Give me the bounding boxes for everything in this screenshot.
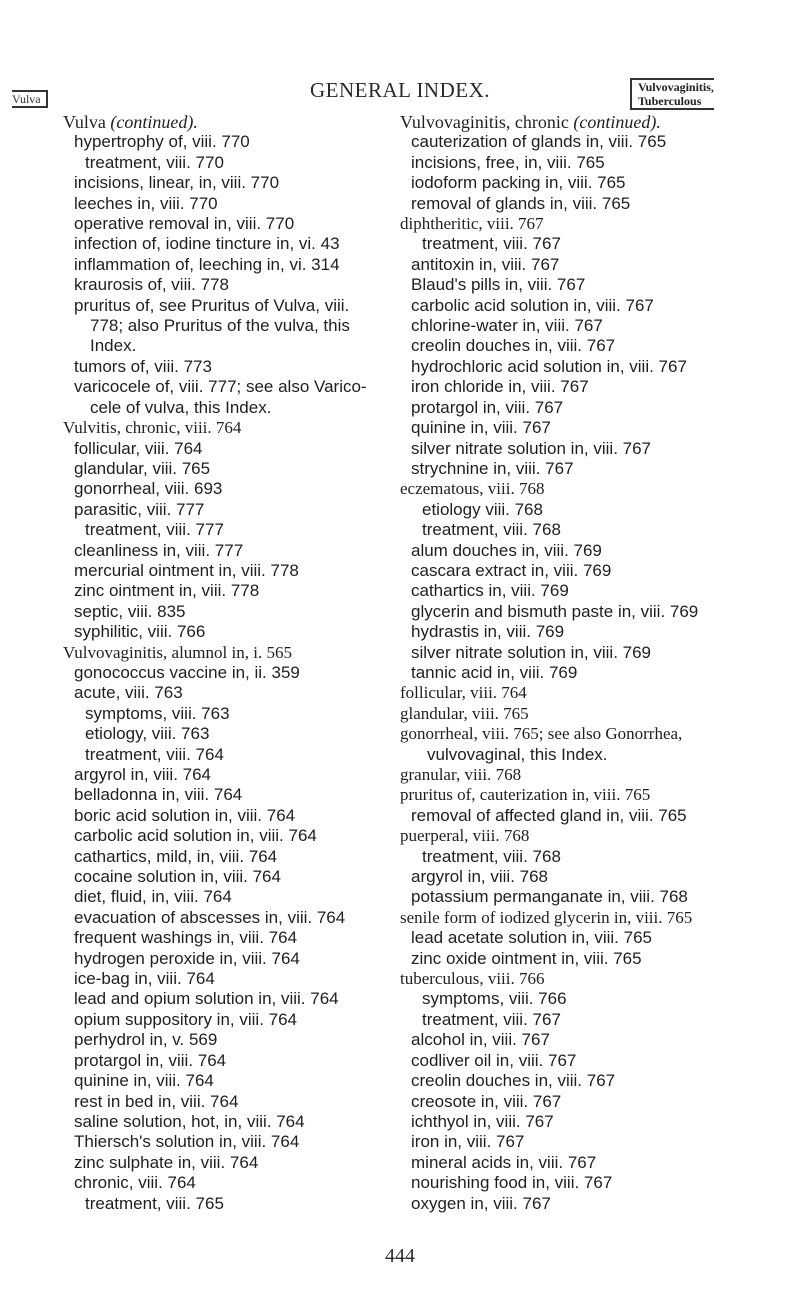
index-entry: treatment, viii. 764 (85, 744, 224, 764)
column-heading (400, 112, 780, 132)
index-entry: parasitic, viii. 777 (74, 499, 205, 519)
index-entry: zinc sulphate in, viii. 764 (74, 1152, 259, 1172)
index-entry: gonorrheal, viii. 693 (74, 479, 223, 499)
index-entry: treatment, viii. 768 (422, 520, 561, 540)
index-entry: infection of, iodine tincture in, vi. 43 (74, 234, 340, 254)
index-entry: lead acetate solution in, viii. 765 (411, 928, 652, 948)
index-entry: saline solution, hot, in, viii. 764 (74, 1111, 305, 1131)
index-entry: alum douches in, viii. 769 (411, 540, 602, 560)
index-entry: symptoms, viii. 766 (422, 989, 567, 1009)
index-entry: creolin douches in, viii. 767 (411, 1071, 616, 1091)
guide-word-right-line2: Tuberculous (638, 94, 702, 108)
guide-word-left: Vulva (12, 90, 48, 108)
index-entry: Vulvovaginitis, alumnol in, i. 565 (63, 642, 292, 662)
index-entry: chronic, viii. 764 (74, 1173, 196, 1193)
index-entry: kraurosis of, viii. 778 (74, 275, 229, 295)
index-entry: cathartics, mild, in, viii. 764 (74, 846, 278, 866)
index-entry: frequent washings in, viii. 764 (74, 928, 298, 948)
heading-continued: (continued). (110, 112, 198, 132)
index-entry: etiology viii. 768 (422, 499, 543, 519)
index-entry: pruritus of, see Pruritus of Vulva, viii. (74, 295, 350, 315)
index-entry: gonococcus vaccine in, ii. 359 (74, 662, 300, 682)
index-entry: removal of glands in, viii. 765 (411, 193, 631, 213)
index-entry: treatment, viii. 777 (85, 520, 224, 540)
index-entry: perhydrol in, v. 569 (74, 1030, 218, 1050)
index-entry: inflammation of, leeching in, vi. 314 (74, 254, 340, 274)
page-title: GENERAL INDEX. (309, 78, 491, 102)
index-entry: diphtheritic, viii. 767 (400, 214, 544, 234)
index-entry: varicocele of, viii. 777; see also Varico- (74, 377, 367, 397)
index-entry: symptoms, viii. 763 (85, 703, 230, 723)
index-entry: mercurial ointment in, viii. 778 (74, 560, 299, 580)
index-entry: iron chloride in, viii. 767 (411, 377, 589, 397)
index-entry: nourishing food in, viii. 767 (411, 1173, 613, 1193)
index-entry: oxygen in, viii. 767 (411, 1193, 551, 1213)
index-entry: protargol in, viii. 767 (411, 397, 564, 417)
index-entry: pruritus of, cauterization in, viii. 765 (400, 785, 651, 805)
heading-term: Vulvovaginitis, chronic (400, 112, 574, 132)
index-entry: glandular, viii. 765 (74, 458, 211, 478)
index-entry: hydrogen peroxide in, viii. 764 (74, 948, 300, 968)
index-entry: Vulvitis, chronic, viii. 764 (63, 418, 242, 438)
index-entry: codliver oil in, viii. 767 (411, 1050, 577, 1070)
index-entry: removal of affected gland in, viii. 765 (411, 805, 687, 825)
index-entry: leeches in, viii. 770 (74, 193, 218, 213)
entry-list (400, 132, 780, 1214)
guide-word-right-line1: Vulvovaginitis, (638, 80, 714, 94)
index-entry: treatment, viii. 767 (422, 1009, 561, 1029)
index-entry: syphilitic, viii. 766 (74, 622, 206, 642)
index-entry: cocaine solution in, viii. 764 (74, 867, 281, 887)
index-entry: acute, viii. 763 (74, 683, 183, 703)
index-entry: strychnine in, viii. 767 (411, 458, 574, 478)
index-entry: carbolic acid solution in, viii. 767 (411, 295, 654, 315)
index-entry: quinine in, viii. 764 (74, 1071, 214, 1091)
index-entry: 778; also Pruritus of the vulva, this (90, 316, 350, 336)
index-entry: tannic acid in, viii. 769 (411, 662, 578, 682)
index-entry: quinine in, viii. 767 (411, 418, 551, 438)
index-entry: belladonna in, viii. 764 (74, 785, 243, 805)
index-entry: antitoxin in, viii. 767 (411, 254, 560, 274)
index-entry: puerperal, viii. 768 (400, 826, 530, 846)
index-entry: hydrochloric acid solution in, viii. 767 (411, 356, 687, 376)
index-entry: eczematous, viii. 768 (400, 479, 545, 499)
entry-list (63, 132, 413, 1214)
index-entry: boric acid solution in, viii. 764 (74, 805, 296, 825)
index-entry: follicular, viii. 764 (400, 683, 527, 703)
index-entry: Blaud's pills in, viii. 767 (411, 275, 586, 295)
index-entry: glycerin and bismuth paste in, viii. 769 (411, 601, 699, 621)
index-entry: creosote in, viii. 767 (411, 1091, 562, 1111)
index-entry: follicular, viii. 764 (74, 438, 203, 458)
index-entry: operative removal in, viii. 770 (74, 214, 295, 234)
index-entry: treatment, viii. 767 (422, 234, 561, 254)
index-entry: incisions, free, in, viii. 765 (411, 152, 605, 172)
index-column-right (400, 112, 780, 1214)
index-entry: zinc ointment in, viii. 778 (74, 581, 260, 601)
heading-continued: (continued). (573, 112, 661, 132)
index-entry: potassium permanganate in, viii. 768 (411, 887, 688, 907)
index-entry: Thiersch's solution in, viii. 764 (74, 1132, 300, 1152)
index-entry: diet, fluid, in, viii. 764 (74, 887, 232, 907)
index-entry: evacuation of abscesses in, viii. 764 (74, 907, 346, 927)
index-entry: treatment, viii. 770 (85, 152, 224, 172)
index-entry: silver nitrate solution in, viii. 769 (411, 642, 652, 662)
index-entry: granular, viii. 768 (400, 765, 522, 784)
index-entry: zinc oxide ointment in, viii. 765 (411, 948, 642, 968)
index-entry: iron in, viii. 767 (411, 1132, 525, 1152)
index-entry: protargol in, viii. 764 (74, 1050, 227, 1070)
index-entry: septic, viii. 835 (74, 601, 186, 621)
index-entry: opium suppository in, viii. 764 (74, 1009, 298, 1029)
index-entry: hydrastis in, viii. 769 (411, 622, 565, 642)
index-entry: cathartics in, viii. 769 (411, 581, 569, 601)
index-entry: glandular, viii. 765 (400, 703, 529, 723)
index-entry: argyrol in, viii. 768 (411, 867, 549, 887)
index-entry: rest in bed in, viii. 764 (74, 1091, 239, 1111)
index-entry: cele of vulva, this Index. (90, 397, 272, 417)
page-header (0, 78, 800, 114)
index-entry: senile form of iodized glycerin in, viii. 765 (400, 907, 693, 927)
index-entry: silver nitrate solution in, viii. 767 (411, 438, 652, 458)
column-heading (63, 112, 413, 132)
index-entry: mineral acids in, viii. 767 (411, 1152, 597, 1172)
index-entry: creolin douches in, viii. 767 (411, 336, 616, 356)
index-entry: cauterization of glands in, viii. 765 (411, 132, 667, 152)
index-entry: etiology, viii. 763 (85, 724, 210, 744)
index-entry: alcohol in, viii. 767 (411, 1030, 550, 1050)
index-entry: hypertrophy of, viii. 770 (74, 132, 250, 152)
index-entry: tuberculous, viii. 766 (400, 969, 545, 989)
index-entry: gonorrheal, viii. 765; see also Gonorrhea, (400, 724, 683, 744)
heading-term: Vulva (63, 112, 111, 132)
index-entry: Index. (90, 336, 137, 356)
index-column-left (63, 112, 413, 1214)
index-entry: carbolic acid solution in, viii. 764 (74, 826, 317, 846)
index-entry: ichthyol in, viii. 767 (411, 1111, 554, 1131)
index-entry: cascara extract in, viii. 769 (411, 560, 612, 580)
index-entry: tumors of, viii. 773 (74, 356, 212, 376)
index-entry: treatment, viii. 765 (85, 1193, 224, 1213)
index-entry: lead and opium solution in, viii. 764 (74, 989, 339, 1009)
index-entry: chlorine-water in, viii. 767 (411, 316, 603, 336)
index-entry: vulvovaginal, this Index. (427, 744, 608, 764)
index-entry: argyrol in, viii. 764 (74, 765, 212, 784)
index-entry: ice-bag in, viii. 764 (74, 969, 215, 989)
guide-word-right (630, 78, 714, 110)
index-entry: iodoform packing in, viii. 765 (411, 173, 626, 193)
index-entry: cleanliness in, viii. 777 (74, 540, 244, 560)
page-number: 444 (385, 1245, 415, 1267)
index-entry: incisions, linear, in, viii. 770 (74, 173, 280, 193)
index-entry: treatment, viii. 768 (422, 846, 561, 866)
